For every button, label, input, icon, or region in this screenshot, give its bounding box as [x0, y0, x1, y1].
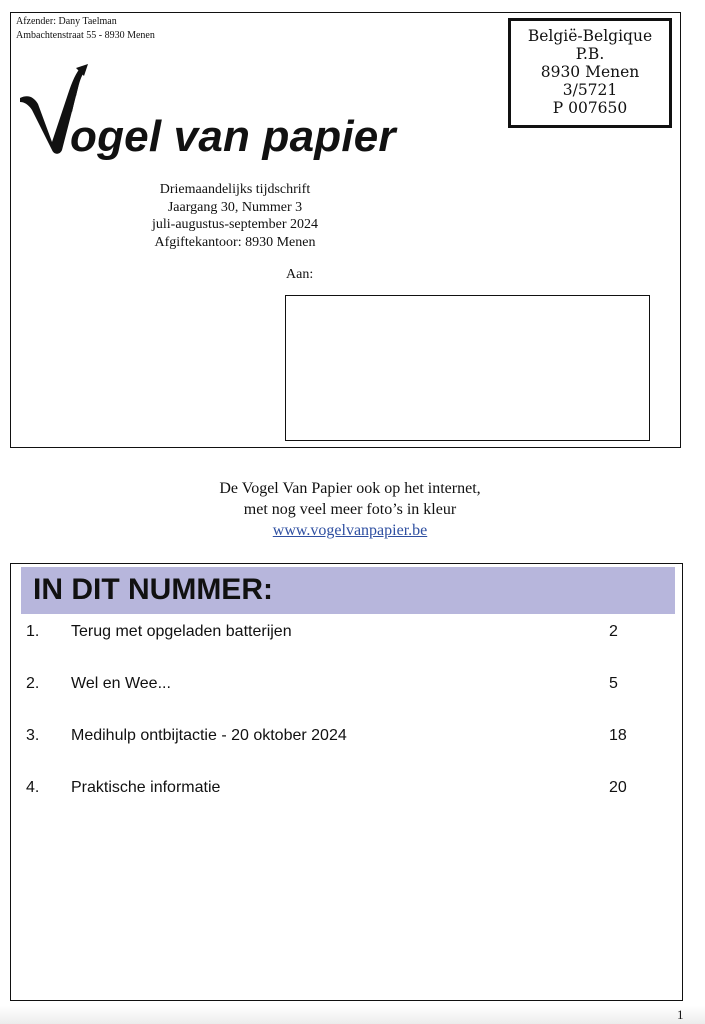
recipient-label: Aan:	[286, 267, 314, 282]
postmark-line: 8930 Menen	[540, 63, 640, 81]
postmark-line: 3/5721	[562, 81, 618, 99]
toc-item[interactable]	[26, 724, 656, 748]
logo-title-text: ogel van papier	[70, 112, 396, 161]
toc-item-page: 5	[609, 675, 618, 692]
publication-volume: Jaargang 30, Nummer 3	[167, 199, 303, 215]
toc-item-page: 18	[609, 727, 627, 744]
toc-item-number: 4.	[26, 779, 40, 796]
toc-item-title: Terug met opgeladen batterijen	[71, 623, 292, 640]
sender-name: Afzender: Dany Taelman	[16, 16, 117, 27]
toc-item[interactable]	[26, 620, 656, 644]
recipient-address-box	[285, 295, 650, 441]
toc-item-number: 1.	[26, 623, 40, 640]
publication-info	[110, 181, 360, 251]
page-footer	[0, 1006, 705, 1024]
toc-item-title: Praktische informatie	[71, 779, 221, 796]
publication-frequency: Driemaandelijks tijdschrift	[159, 182, 311, 197]
website-link[interactable]: www.vogelvanpapier.be	[272, 522, 428, 539]
notice-line-2: met nog veel meer foto’s in kleur	[243, 501, 457, 518]
publication-office: Afgiftekantoor: 8930 Menen	[154, 234, 316, 250]
toc-item[interactable]	[26, 776, 656, 800]
toc-item-title: Wel en Wee...	[71, 675, 171, 692]
internet-notice	[100, 478, 600, 541]
postmark-line: P 007650	[552, 99, 628, 117]
page-number: 1	[677, 1007, 684, 1022]
publication-period: juli-augustus-september 2024	[151, 217, 319, 232]
toc-item-number: 3.	[26, 727, 40, 744]
notice-line-1: De Vogel Van Papier ook op het internet,	[219, 480, 481, 497]
postmark-line: België-Belgique	[527, 27, 653, 45]
sender-street: Ambachtenstraat 55 - 8930 Menen	[16, 30, 155, 41]
toc-item-page: 20	[609, 779, 627, 796]
toc-item-page: 2	[609, 623, 618, 640]
sender-address	[16, 15, 155, 43]
logo-title	[70, 112, 396, 162]
toc-item-number: 2.	[26, 675, 40, 692]
toc-item[interactable]	[26, 672, 656, 696]
toc-item-title: Medihulp ontbijtactie - 20 oktober 2024	[71, 727, 347, 744]
postage-paid-stamp	[508, 18, 672, 128]
contents-title: IN DIT NUMMER:	[33, 573, 273, 606]
postmark-line: P.B.	[575, 45, 605, 63]
